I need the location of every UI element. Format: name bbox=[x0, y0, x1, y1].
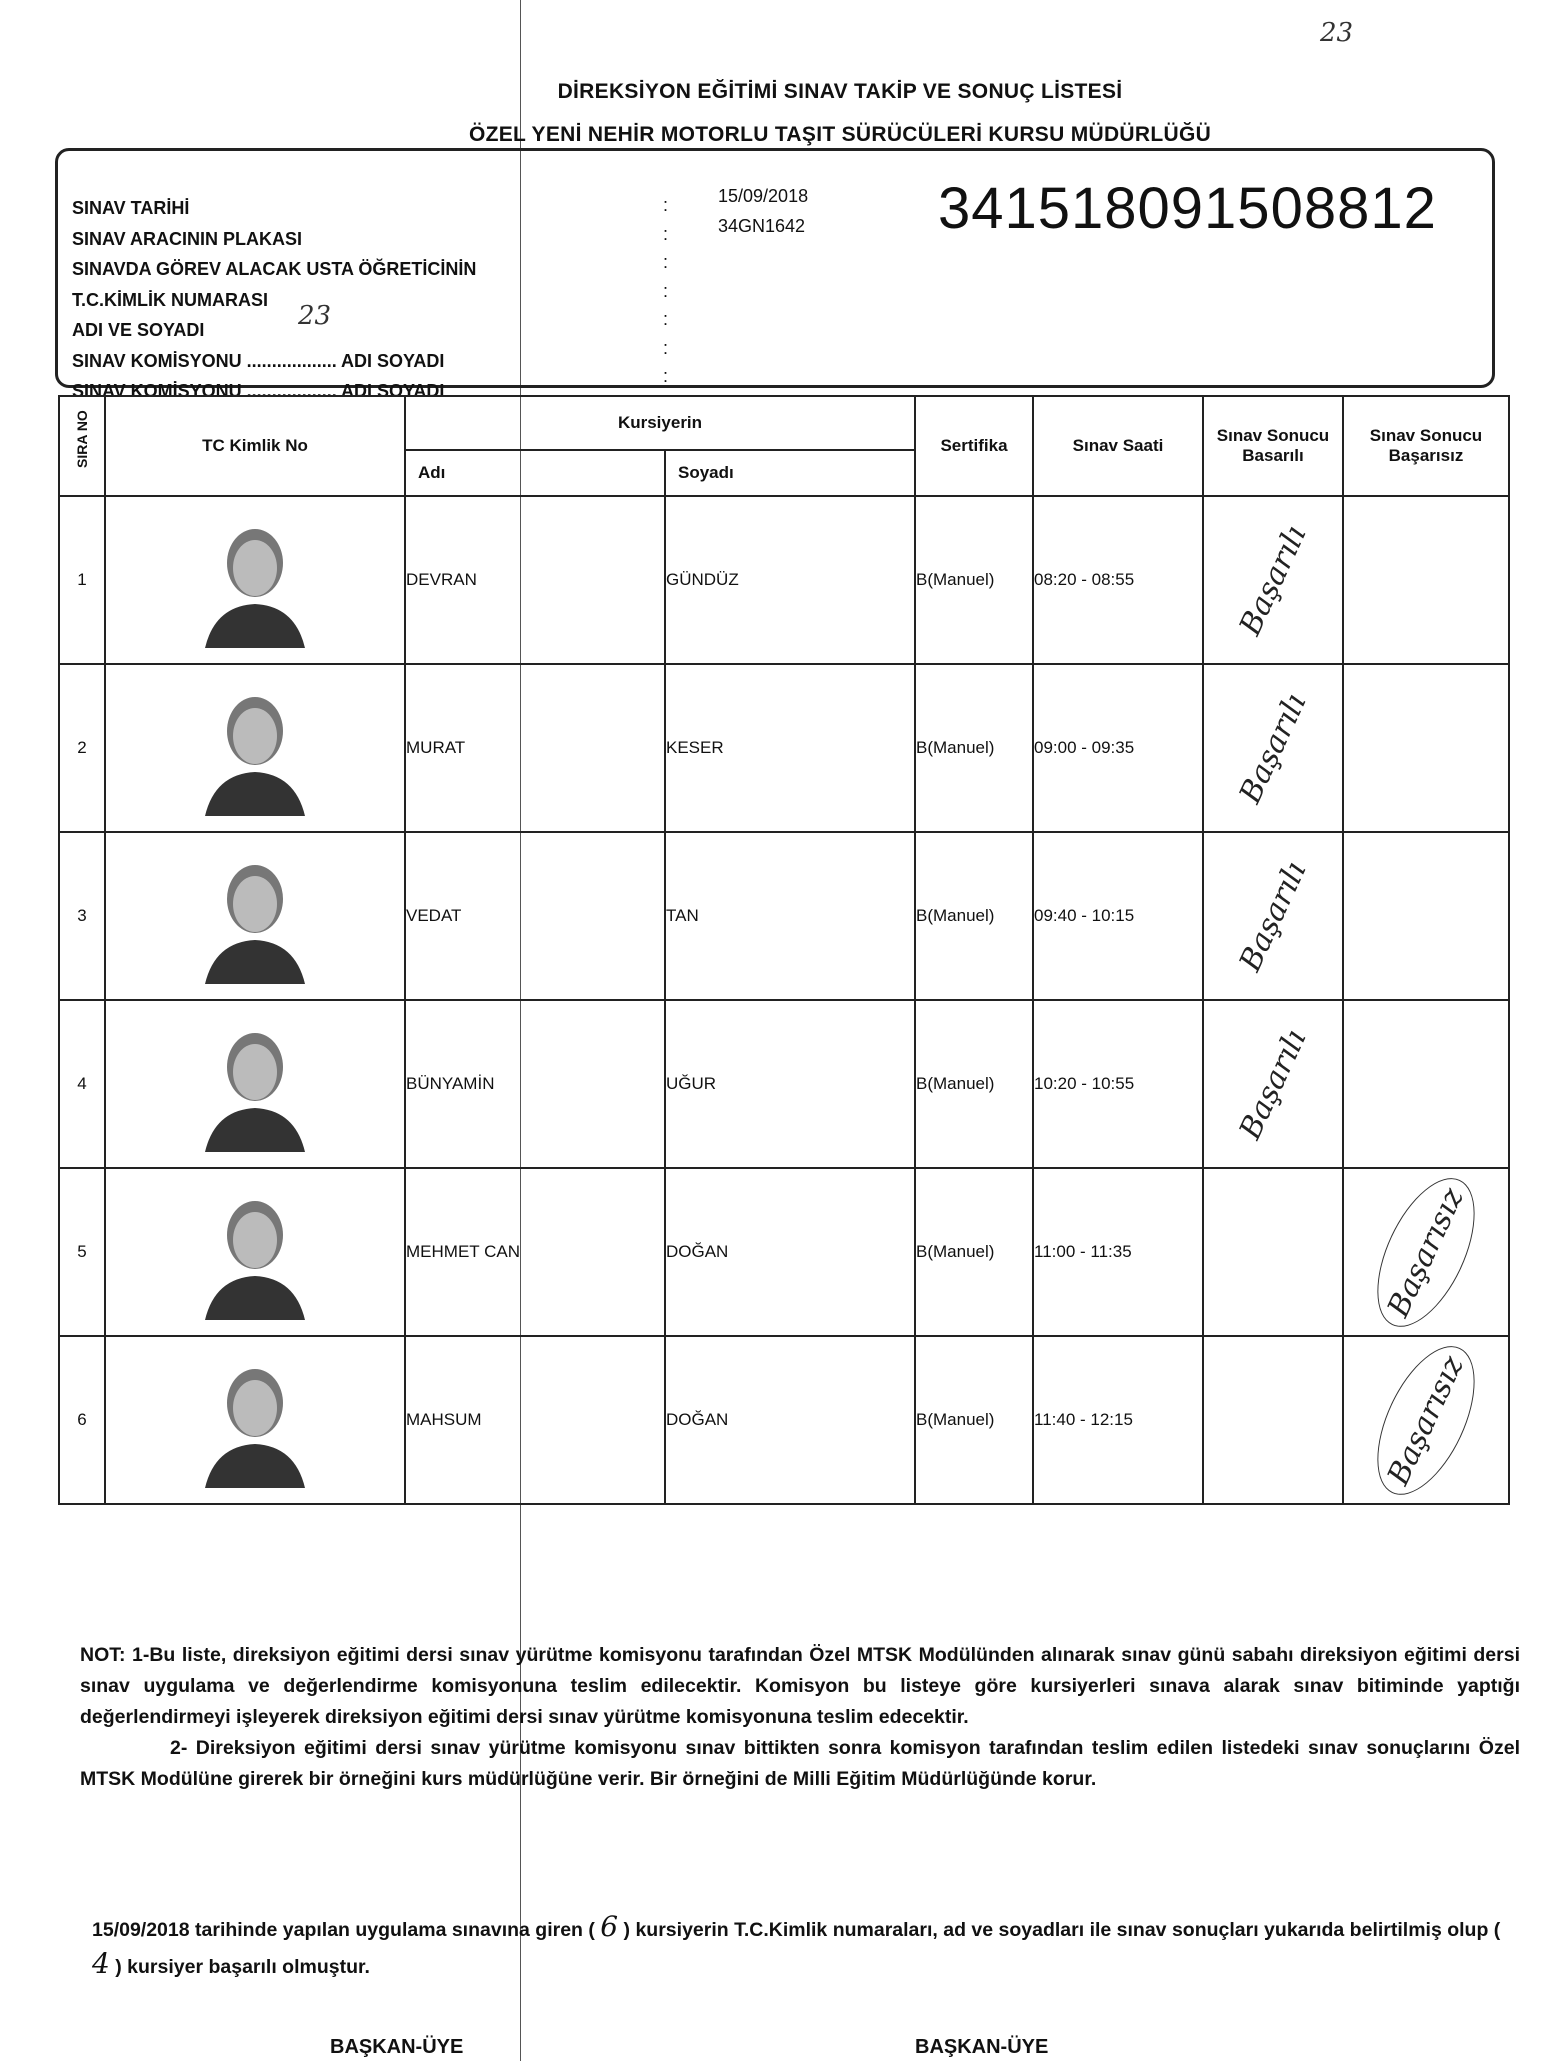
document-title: DİREKSİYON EĞİTİMİ SINAV TAKİP VE SONUÇ LİSTESİ bbox=[557, 80, 1123, 103]
certificate: B(Manuel) bbox=[915, 1336, 1033, 1504]
table-row bbox=[59, 832, 1509, 1000]
result-failed bbox=[1343, 664, 1509, 832]
count-passed: 4 bbox=[92, 1947, 110, 1980]
header-sonuc-basarili: Sınav Sonucu Basarılı bbox=[1203, 396, 1343, 496]
header-tc-kimlik: TC Kimlik No bbox=[105, 396, 405, 496]
last-name: GÜNDÜZ bbox=[665, 496, 915, 664]
header-sinav-saati: Sınav Saati bbox=[1033, 396, 1203, 496]
table-row bbox=[59, 496, 1509, 664]
result-passed bbox=[1203, 1336, 1343, 1504]
header-soyadi: Soyadı bbox=[665, 450, 915, 496]
result-passed bbox=[1203, 1000, 1343, 1168]
candidate-photo bbox=[105, 832, 405, 1000]
table-row bbox=[59, 664, 1509, 832]
row-number: 3 bbox=[59, 832, 105, 1000]
exam-info-box bbox=[55, 148, 1495, 401]
header-sertifika: Sertifika bbox=[915, 396, 1033, 496]
certificate: B(Manuel) bbox=[915, 832, 1033, 1000]
first-name: BÜNYAMİN bbox=[405, 1000, 665, 1168]
person-photo-icon bbox=[195, 1348, 315, 1488]
exam-time: 09:00 - 09:35 bbox=[1033, 664, 1203, 832]
vehicle-plate: 34GN1642 bbox=[718, 216, 806, 236]
info-labels bbox=[72, 193, 476, 407]
info-label: SINAV ARACININ PLAKASI bbox=[72, 228, 303, 249]
candidate-photo bbox=[105, 1000, 405, 1168]
certificate: B(Manuel) bbox=[915, 496, 1033, 664]
note-1: NOT: 1-Bu liste, direksiyon eğitimi dersi sınav yürütme komisyonu tarafından Özel MTSK Modülünden alınarak sınav günü sabahı direksiyon eğitimi dersi sınav uygulama ve değerlendirme komisyonuna teslim edilecektir. Komisyon bu listeye göre kursiyerleri sınava alarak sınav bitiminde yaptığı değerlendirmeyi işleyerek direksiyon eğitimi dersi sınav yürütme komisyonuna teslim edecektir. bbox=[80, 1644, 1520, 1728]
person-photo-icon bbox=[195, 508, 315, 648]
handwritten-commission: 23 bbox=[298, 301, 332, 331]
exam-time: 10:20 - 10:55 bbox=[1033, 1000, 1203, 1168]
header-adi: Adı bbox=[405, 450, 665, 496]
info-label: SINAV KOMİSYONU .................. ADI SOYADI bbox=[72, 381, 445, 401]
result-failed bbox=[1343, 832, 1509, 1000]
summary-part1: 15/09/2018 tarihinde yapılan uygulama sınavına giren ( bbox=[92, 1919, 595, 1941]
last-name: TAN bbox=[665, 832, 915, 1000]
info-label: ADI VE SOYADI bbox=[72, 320, 205, 340]
result-failed bbox=[1343, 496, 1509, 664]
last-name: UĞUR bbox=[665, 1000, 915, 1168]
certificate: B(Manuel) bbox=[915, 1000, 1033, 1168]
exam-date: 15/09/2018 bbox=[718, 186, 809, 206]
page-number: 23 bbox=[1320, 18, 1354, 48]
person-photo-icon bbox=[195, 1180, 315, 1320]
first-name: MAHSUM bbox=[405, 1336, 665, 1504]
summary-part3: ) kursiyer başarılı olmuştur. bbox=[115, 1956, 370, 1978]
notes bbox=[80, 1640, 1520, 1795]
institution-title: ÖZEL YENİ NEHİR MOTORLU TAŞIT SÜRÜCÜLERİ KURSU MÜDÜRLÜĞÜ bbox=[468, 123, 1212, 146]
candidate-photo bbox=[105, 1336, 405, 1504]
row-number: 6 bbox=[59, 1336, 105, 1504]
result-passed bbox=[1203, 832, 1343, 1000]
handwritten-result: Başarılı bbox=[1232, 687, 1314, 809]
last-name: DOĞAN bbox=[665, 1336, 915, 1504]
count-entered: 6 bbox=[600, 1910, 619, 1943]
row-number: 4 bbox=[59, 1000, 105, 1168]
result-passed bbox=[1203, 496, 1343, 664]
info-label: SINAV TARİHİ bbox=[72, 198, 190, 218]
handwritten-result: Başarılı bbox=[1232, 519, 1314, 641]
certificate: B(Manuel) bbox=[915, 1168, 1033, 1336]
info-label: SINAV KOMİSYONU .................. ADI SOYADI bbox=[72, 350, 445, 371]
handwritten-result: Başarısız bbox=[1357, 1163, 1494, 1341]
certificate: B(Manuel) bbox=[915, 664, 1033, 832]
exam-time: 11:00 - 11:35 bbox=[1033, 1168, 1203, 1336]
first-name: MEHMET CAN bbox=[405, 1168, 665, 1336]
person-photo-icon bbox=[195, 1012, 315, 1152]
table-row bbox=[59, 1336, 1509, 1504]
person-photo-icon bbox=[195, 844, 315, 984]
info-label: SINAVDA GÖREV ALACAK USTA ÖĞRETİCİNİN bbox=[72, 259, 477, 279]
note-2: 2- Direksiyon eğitimi dersi sınav yürütme komisyonu sınav bittikten sonra komisyon tarafından teslim edilen listedeki sınav sonuçlarını Özel MTSK Modülüne girerek bir örneğini kurs müdürlüğüne verir. Bir örneğini de Milli Eğitim Müdürlüğünde korur. bbox=[80, 1737, 1520, 1790]
exam-time: 09:40 - 10:15 bbox=[1033, 832, 1203, 1000]
result-failed bbox=[1343, 1336, 1509, 1504]
table-row bbox=[59, 1000, 1509, 1168]
results-table bbox=[58, 395, 1510, 1505]
last-name: DOĞAN bbox=[665, 1168, 915, 1336]
signature-right: BAŞKAN-ÜYE bbox=[915, 2036, 1049, 2058]
header-sira-no: SIRA NO bbox=[59, 396, 105, 496]
first-name: DEVRAN bbox=[405, 496, 665, 664]
result-passed bbox=[1203, 1168, 1343, 1336]
first-name: VEDAT bbox=[405, 832, 665, 1000]
row-number: 1 bbox=[59, 496, 105, 664]
summary-part2: ) kursiyerin T.C.Kimlik numaraları, ad ve soyadları ile sınav sonuçları yukarıda belirtilmiş olup ( bbox=[623, 1919, 1501, 1941]
header-kursiyerin: Kursiyerin bbox=[405, 396, 915, 450]
result-failed bbox=[1343, 1168, 1509, 1336]
handwritten-result: Başarılı bbox=[1232, 855, 1314, 977]
signature-left: BAŞKAN-ÜYE bbox=[330, 2036, 464, 2058]
exam-time: 11:40 - 12:15 bbox=[1033, 1336, 1203, 1504]
first-name: MURAT bbox=[405, 664, 665, 832]
candidate-photo bbox=[105, 664, 405, 832]
row-number: 5 bbox=[59, 1168, 105, 1336]
info-colons: : : : : : : : bbox=[663, 195, 669, 386]
result-failed bbox=[1343, 1000, 1509, 1168]
summary bbox=[92, 1910, 1522, 1984]
exam-time: 08:20 - 08:55 bbox=[1033, 496, 1203, 664]
person-photo-icon bbox=[195, 676, 315, 816]
handwritten-result: Başarılı bbox=[1232, 1023, 1314, 1145]
row-number: 2 bbox=[59, 664, 105, 832]
handwritten-result: Başarısız bbox=[1357, 1331, 1494, 1509]
candidate-photo bbox=[105, 496, 405, 664]
info-values bbox=[718, 181, 808, 241]
last-name: KESER bbox=[665, 664, 915, 832]
candidate-photo bbox=[105, 1168, 405, 1336]
header-sonuc-basarisiz: Sınav Sonucu Başarısız bbox=[1343, 396, 1509, 496]
table-row bbox=[59, 1168, 1509, 1336]
barcode-number: 341518091508812 bbox=[938, 176, 1437, 241]
result-passed bbox=[1203, 664, 1343, 832]
info-label: T.C.KİMLİK NUMARASI bbox=[72, 289, 268, 310]
